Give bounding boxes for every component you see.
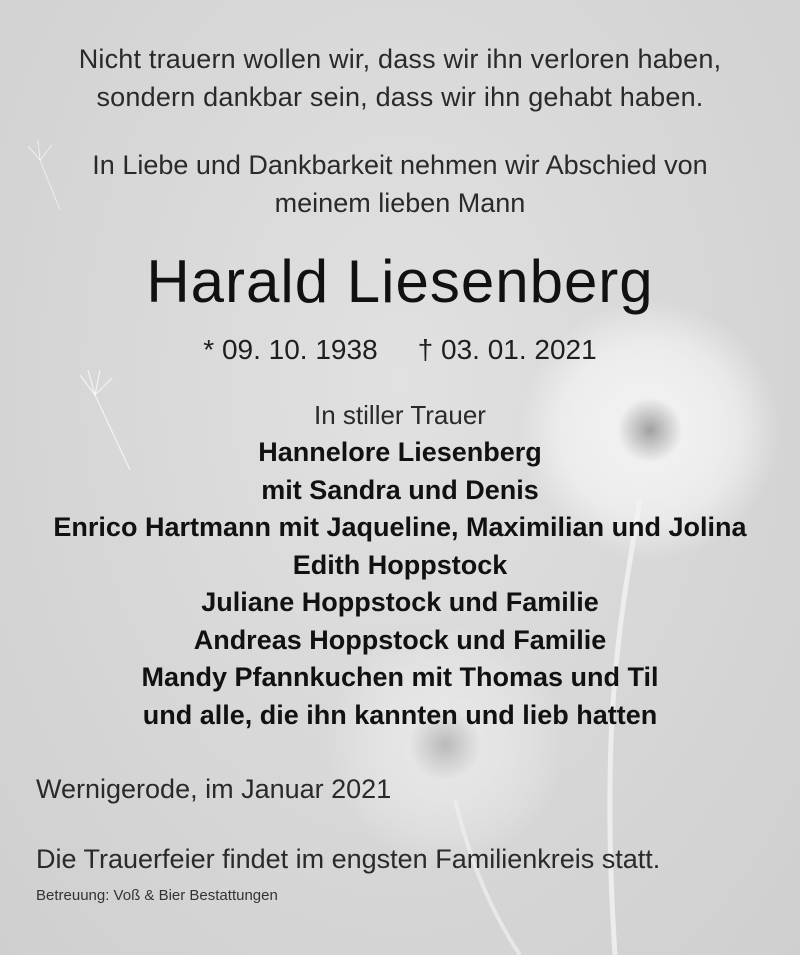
farewell-intro (0, 146, 800, 222)
funeral-note: Die Trauerfeier findet im engsten Familienkreis statt. (36, 844, 661, 874)
quote-line-1: Nicht trauern wollen wir, dass wir ihn verloren haben, (78, 44, 722, 74)
quote-line-2: sondern dankbar sein, dass wir ihn gehabt haben. (96, 82, 704, 112)
mourner-line: Andreas Hoppstock und Familie (193, 624, 607, 655)
mourner-line: mit Sandra und Denis (261, 474, 539, 505)
deceased-name: Harald Liesenberg (146, 248, 654, 315)
intro-line-1: In Liebe und Dankbarkeit nehmen wir Abschied von (92, 150, 708, 180)
mourner-line: Hannelore Liesenberg (258, 437, 542, 467)
death-date: † 03. 01. 2021 (417, 334, 597, 365)
undertaker-credit: Betreuung: Voß & Bier Bestattungen (36, 887, 278, 904)
intro-line-2: meinem lieben Mann (274, 188, 526, 218)
life-dates (0, 330, 800, 370)
mourner-line: und alle, die ihn kannten und lieb hatten (142, 699, 658, 730)
birth-date: * 09. 10. 1938 (203, 334, 378, 365)
memorial-quote (0, 40, 800, 116)
mourner-line: Enrico Hartmann mit Jaqueline, Maximilian und Jolina (53, 512, 747, 542)
mourners-list (0, 434, 800, 734)
mourner-line: Edith Hoppstock (292, 549, 508, 580)
place-and-date: Wernigerode, im Januar 2021 (36, 774, 392, 804)
mourning-label: In stiller Trauer (314, 400, 486, 430)
mourner-line: Juliane Hoppstock und Familie (201, 587, 599, 617)
mourner-line: Mandy Pfannkuchen mit Thomas und Til (141, 662, 659, 692)
